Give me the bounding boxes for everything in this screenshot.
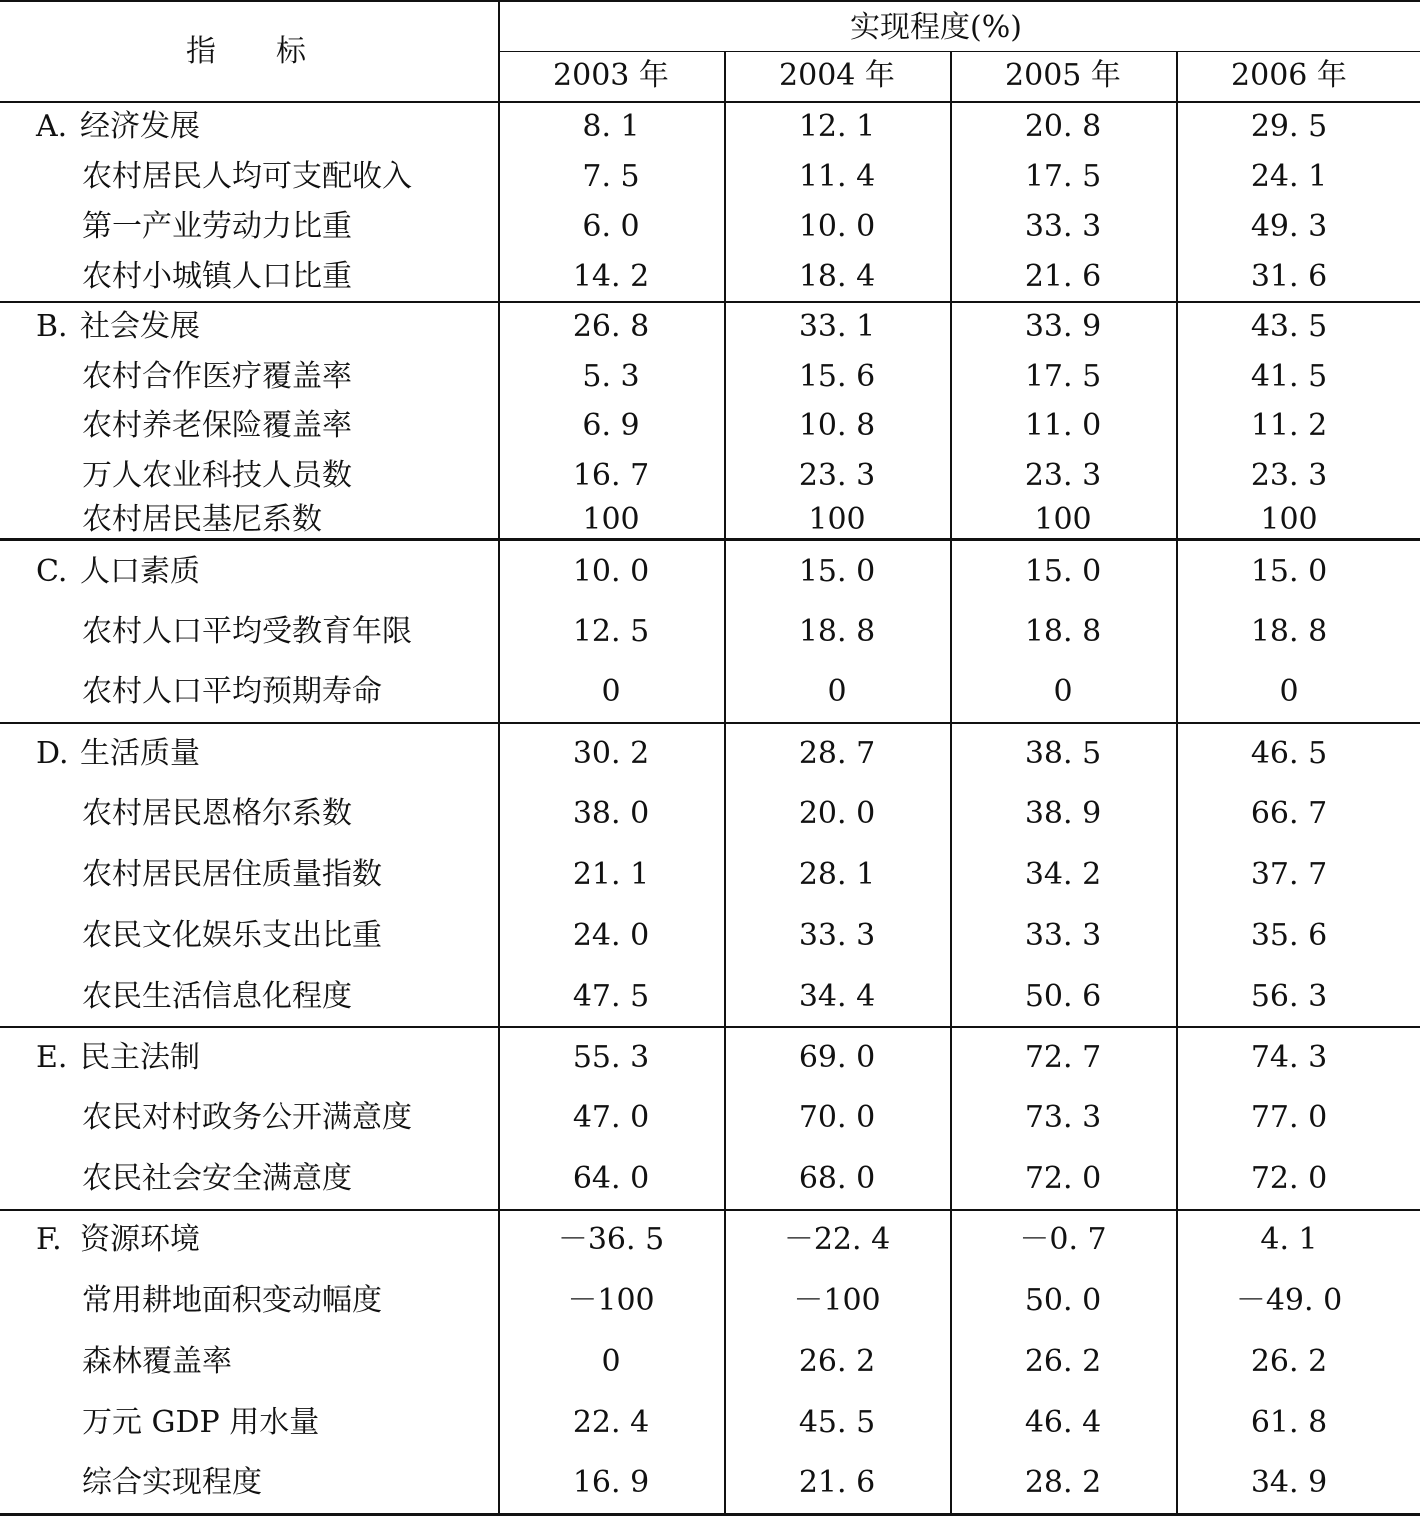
indicator-name: 农村小城镇人口比重 [82, 259, 352, 294]
value-cell-2003: 30. 2 [572, 736, 650, 771]
value-cell-2004: 100 [808, 502, 866, 537]
value-cell-2006: 66. 7 [1250, 796, 1328, 831]
value-cell-2003: 47. 5 [572, 979, 650, 1014]
value-cell-2004: 28. 7 [798, 736, 876, 771]
value-cell-2003: 47. 0 [572, 1100, 650, 1135]
value-cell-2006: 31. 6 [1250, 259, 1328, 294]
value-cell-2005: 23. 3 [1024, 458, 1102, 493]
value-cell-2003: 64. 0 [572, 1161, 650, 1196]
value-cell-2003: 38. 0 [572, 796, 650, 831]
section-name: 经济发展 [80, 109, 200, 144]
value-cell-2006: 37. 7 [1250, 857, 1328, 892]
section-name: 人口素质 [80, 554, 200, 589]
value-cell-2004: 68. 0 [798, 1161, 876, 1196]
value-cell-2003: －36. 5 [557, 1222, 665, 1257]
section-name: 生活质量 [80, 736, 200, 771]
value-cell-2004: 11. 4 [798, 159, 876, 194]
value-cell-2006: 72. 0 [1250, 1161, 1328, 1196]
value-cell-2005: 15. 0 [1024, 554, 1102, 589]
value-cell-2005: 38. 9 [1024, 796, 1102, 831]
rule-section-f [0, 1209, 1420, 1211]
value-cell-2004: 20. 0 [798, 796, 876, 831]
indicator-name: 农村合作医疗覆盖率 [82, 359, 352, 394]
value-cell-2003: －100 [567, 1283, 655, 1318]
value-cell-2006: 18. 8 [1250, 614, 1328, 649]
value-cell-2004: 69. 0 [798, 1040, 876, 1075]
value-cell-2005: 17. 5 [1024, 359, 1102, 394]
rule-header-bottom [0, 101, 1420, 103]
section-prefix: F. [36, 1222, 62, 1257]
value-cell-2004: 10. 0 [798, 209, 876, 244]
value-cell-2004: 15. 0 [798, 554, 876, 589]
header-realization-degree: 实现程度(%) [850, 10, 1022, 45]
value-cell-2004: 18. 4 [798, 259, 876, 294]
indicator-name: 第一产业劳动力比重 [82, 209, 352, 244]
value-cell-2005: 33. 3 [1024, 918, 1102, 953]
indicator-name: 农村居民人均可支配收入 [82, 159, 412, 194]
value-cell-2005: 17. 5 [1024, 159, 1102, 194]
indicator-name: 农民社会安全满意度 [82, 1161, 352, 1196]
value-cell-2006: 4. 1 [1260, 1222, 1318, 1257]
value-cell-2003: 26. 8 [572, 309, 650, 344]
indicator-name: 农村人口平均预期寿命 [82, 674, 382, 709]
section-prefix: C. [36, 554, 68, 589]
indicator-name: 常用耕地面积变动幅度 [82, 1283, 382, 1318]
value-cell-2004: 33. 3 [798, 918, 876, 953]
value-cell-2003: 6. 9 [582, 408, 640, 443]
value-cell-2005: 20. 8 [1024, 109, 1102, 144]
value-cell-2005: －0. 7 [1019, 1222, 1107, 1257]
value-cell-2005: 34. 2 [1024, 857, 1102, 892]
indicator-name: 农村居民恩格尔系数 [82, 796, 352, 831]
indicator-name: 综合实现程度 [82, 1465, 262, 1500]
value-cell-2004: 18. 8 [798, 614, 876, 649]
value-cell-2005: 11. 0 [1024, 408, 1102, 443]
section-heading [36, 1222, 200, 1258]
value-cell-2005: 50. 0 [1024, 1283, 1102, 1318]
indicator-name: 万元 GDP 用水量 [82, 1405, 320, 1440]
header-indicator: 指 标 [186, 34, 306, 69]
indicator-name: 农村居民居住质量指数 [82, 857, 382, 892]
value-cell-2005: 26. 2 [1024, 1344, 1102, 1379]
value-cell-2003: 21. 1 [572, 857, 650, 892]
indicator-name: 森林覆盖率 [82, 1344, 232, 1379]
value-cell-2006: 43. 5 [1250, 309, 1328, 344]
section-heading [36, 109, 200, 145]
value-cell-2006: 34. 9 [1250, 1465, 1328, 1500]
value-cell-2004: 33. 1 [798, 309, 876, 344]
header-year-2006: 2006 年 [1231, 58, 1347, 93]
value-cell-2005: 46. 4 [1024, 1405, 1102, 1440]
value-cell-2004: 12. 1 [798, 109, 876, 144]
indicator-name: 农村居民基尼系数 [82, 502, 322, 537]
value-cell-2006: 46. 5 [1250, 736, 1328, 771]
value-cell-2003: 5. 3 [582, 359, 640, 394]
indicator-name: 农村养老保险覆盖率 [82, 408, 352, 443]
value-cell-2005: 0 [1053, 674, 1073, 709]
value-cell-2005: 38. 5 [1024, 736, 1102, 771]
value-cell-2003: 24. 0 [572, 918, 650, 953]
value-cell-2005: 72. 7 [1024, 1040, 1102, 1075]
value-cell-2004: 45. 5 [798, 1405, 876, 1440]
value-cell-2005: 21. 6 [1024, 259, 1102, 294]
value-cell-2003: 10. 0 [572, 554, 650, 589]
value-cell-2005: 72. 0 [1024, 1161, 1102, 1196]
value-cell-2006: 41. 5 [1250, 359, 1328, 394]
value-cell-2004: 70. 0 [798, 1100, 876, 1135]
indicator-name: 万人农业科技人员数 [82, 458, 352, 493]
value-cell-2004: －22. 4 [783, 1222, 891, 1257]
rule-bottom [0, 1513, 1420, 1516]
value-cell-2003: 22. 4 [572, 1405, 650, 1440]
section-name: 社会发展 [80, 309, 200, 344]
value-cell-2003: 7. 5 [582, 159, 640, 194]
value-cell-2004: 15. 6 [798, 359, 876, 394]
value-cell-2003: 16. 7 [572, 458, 650, 493]
value-cell-2006: 56. 3 [1250, 979, 1328, 1014]
value-cell-2003: 16. 9 [572, 1465, 650, 1500]
value-cell-2004: 21. 6 [798, 1465, 876, 1500]
section-prefix: D. [36, 736, 69, 771]
rule-header-mid [498, 51, 1420, 52]
value-cell-2006: 74. 3 [1250, 1040, 1328, 1075]
rule-section-d [0, 722, 1420, 724]
value-cell-2006: 29. 5 [1250, 109, 1328, 144]
section-prefix: E. [36, 1040, 68, 1075]
value-cell-2004: 28. 1 [798, 857, 876, 892]
rule-section-c [0, 538, 1420, 541]
rule-section-b [0, 301, 1420, 303]
value-cell-2005: 50. 6 [1024, 979, 1102, 1014]
value-cell-2006: －49. 0 [1235, 1283, 1343, 1318]
value-cell-2003: 100 [582, 502, 640, 537]
header-year-2005: 2005 年 [1005, 58, 1121, 93]
value-cell-2004: 0 [827, 674, 847, 709]
section-heading [36, 1040, 200, 1076]
rule-section-e [0, 1026, 1420, 1028]
indicator-name: 农民生活信息化程度 [82, 979, 352, 1014]
value-cell-2003: 8. 1 [582, 109, 640, 144]
rule-top [0, 0, 1420, 2]
value-cell-2005: 33. 3 [1024, 209, 1102, 244]
section-heading [36, 736, 200, 772]
value-cell-2003: 0 [601, 674, 621, 709]
value-cell-2003: 14. 2 [572, 259, 650, 294]
value-cell-2005: 100 [1034, 502, 1092, 537]
value-cell-2006: 0 [1279, 674, 1299, 709]
value-cell-2004: 23. 3 [798, 458, 876, 493]
value-cell-2005: 18. 8 [1024, 614, 1102, 649]
indicator-name: 农民文化娱乐支出比重 [82, 918, 382, 953]
section-heading [36, 309, 200, 345]
value-cell-2006: 11. 2 [1250, 408, 1328, 443]
value-cell-2006: 23. 3 [1250, 458, 1328, 493]
value-cell-2006: 100 [1260, 502, 1318, 537]
value-cell-2006: 61. 8 [1250, 1405, 1328, 1440]
header-year-2003: 2003 年 [553, 58, 669, 93]
value-cell-2005: 33. 9 [1024, 309, 1102, 344]
header-year-2004: 2004 年 [779, 58, 895, 93]
value-cell-2006: 15. 0 [1250, 554, 1328, 589]
value-cell-2003: 12. 5 [572, 614, 650, 649]
value-cell-2005: 73. 3 [1024, 1100, 1102, 1135]
section-name: 资源环境 [80, 1222, 200, 1257]
value-cell-2006: 35. 6 [1250, 918, 1328, 953]
indicator-name: 农民对村政务公开满意度 [82, 1100, 412, 1135]
value-cell-2004: －100 [793, 1283, 881, 1318]
value-cell-2003: 55. 3 [572, 1040, 650, 1075]
section-prefix: A. [36, 109, 68, 144]
value-cell-2006: 24. 1 [1250, 159, 1328, 194]
section-name: 民主法制 [80, 1040, 200, 1075]
value-cell-2006: 49. 3 [1250, 209, 1328, 244]
value-cell-2003: 0 [601, 1344, 621, 1379]
value-cell-2006: 77. 0 [1250, 1100, 1328, 1135]
section-prefix: B. [36, 309, 68, 344]
value-cell-2003: 6. 0 [582, 209, 640, 244]
value-cell-2004: 34. 4 [798, 979, 876, 1014]
value-cell-2004: 26. 2 [798, 1344, 876, 1379]
value-cell-2005: 28. 2 [1024, 1465, 1102, 1500]
section-heading [36, 554, 200, 590]
indicator-name: 农村人口平均受教育年限 [82, 614, 412, 649]
value-cell-2004: 10. 8 [798, 408, 876, 443]
value-cell-2006: 26. 2 [1250, 1344, 1328, 1379]
